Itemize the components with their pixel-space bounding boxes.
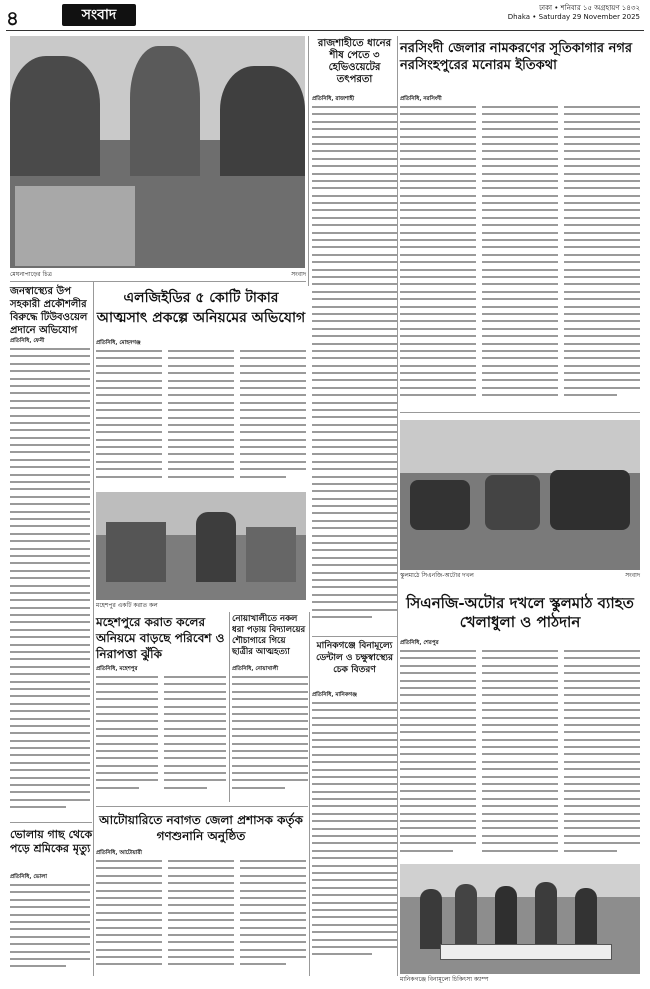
atoari-byline: প্রতিনিধি, আটোয়ারী	[96, 850, 142, 856]
atoari-body-col2	[168, 860, 234, 978]
page-number: ৪	[6, 6, 19, 30]
atoari-body-col3	[240, 860, 306, 978]
bhola-headline: ভোলায় গাছ থেকে পড়ে শ্রমিকের মৃত্যু	[10, 828, 93, 855]
cng-photo	[400, 420, 640, 570]
narsingdi-body-col3	[564, 106, 640, 406]
cng-body-col2	[482, 650, 558, 860]
lged-headline: এলজিইডির ৫ কোটি টাকার আত্মসাৎ প্রকল্পে অনিয়মের অভিযোগ	[96, 290, 306, 326]
column-rule	[397, 36, 398, 976]
photo-credit: সংবাদ	[291, 271, 306, 278]
rajshahi-byline: প্রতিনিধি, রাজশাহী	[312, 96, 355, 102]
column-rule	[93, 282, 94, 976]
rajshahi-headline: রাজশাহীতে ধানের শীষ পেতে ৩ হেভিওয়েটের তৎপরতা	[317, 38, 392, 85]
row-rule	[10, 822, 92, 823]
atoari-body-col1	[96, 860, 162, 978]
column-rule	[308, 36, 309, 286]
narsingdi-byline: প্রতিনিধি, নরসিংদী	[400, 96, 442, 102]
noakhali-headline: নোয়াখালীতে নকল ধরা পড়ায় বিদ্যালয়ের শৌচাগারে গিয়ে ছাত্রীর আত্মহত্যা	[232, 614, 306, 657]
bhola-body	[10, 884, 90, 979]
lged-body-col2	[168, 350, 234, 490]
dateline	[508, 4, 640, 22]
sawmill-headline: মহেশপুরে করাত কলের অনিয়মে বাড়ছে পরিবেশ ও নিরাপত্তা ঝুঁকি	[96, 615, 225, 661]
manikganj-body	[312, 702, 397, 974]
tubewell-headline: জনস্বাস্থ্যের উপ সহকারী প্রকৌশলীর বিরুদ্ধে টিউবওয়েল প্রদানে অভিযোগ	[10, 286, 88, 336]
masthead-rule	[6, 30, 644, 31]
tubewell-body	[10, 348, 90, 818]
date-english: Dhaka • Saturday 29 November 2025	[507, 13, 640, 21]
atoari-headline: আটোয়ারিতে নবাগত জেলা প্রশাসক কর্তৃক গণশুনানি অনুষ্ঠিত	[99, 813, 303, 843]
cng-photo-caption: স্কুলমাঠে সিএনজি-অটোর দখল	[400, 572, 474, 579]
row-rule	[10, 281, 306, 282]
cng-byline: প্রতিনিধি, শেরপুর	[400, 640, 439, 646]
cng-headline: সিএনজি-অটোর দখলে স্কুলমাঠ ব্যাহত খেলাধুলা ও পাঠদান	[406, 594, 634, 631]
bhola-byline: প্রতিনিধি, ভোলা	[10, 874, 47, 880]
manikganj-headline: মানিকগঞ্জে বিনামূল্যে ডেন্টাল ও চক্ষুস্বাস্থ্যের চেক বিতরণ	[316, 641, 393, 675]
noakhali-body	[232, 676, 308, 798]
column-rule	[309, 612, 310, 976]
manikganj-byline: প্রতিনিধি, মানিকগঞ্জ	[312, 692, 357, 698]
noakhali-byline: প্রতিনিধি, নোয়াখালী	[232, 666, 279, 672]
narsingdi-headline: নরসিংদী জেলার নামকরণের সূতিকাগার নগর নরসিংহপুরের মনোরম ইতিকথা	[400, 41, 633, 73]
row-rule	[400, 412, 640, 413]
rajshahi-body	[312, 106, 397, 636]
cng-body-col1	[400, 650, 476, 860]
sawmill-photo	[96, 492, 306, 600]
sawmill-body-col1	[96, 676, 158, 798]
cng-body-col3	[564, 650, 640, 860]
top-photo-caption: মেঘনাপাড়ের চিত্র	[10, 271, 52, 278]
bottom-photo	[400, 864, 640, 974]
top-photo	[10, 36, 305, 268]
column-rule	[229, 612, 230, 802]
narsingdi-body-col2	[482, 106, 558, 406]
tubewell-byline: প্রতিনিধি, ফেনী	[10, 338, 45, 344]
date-bengali: ঢাকা • শনিবার ১৫ অগ্রহায়ণ ১৪৩২	[539, 4, 640, 12]
sawmill-byline: প্রতিনিধি, মহেশপুর	[96, 666, 138, 672]
cng-photo-credit: সংবাদ	[625, 572, 640, 579]
sawmill-photo-caption: মহেশপুর একটি করাত কল	[96, 602, 158, 609]
narsingdi-body-col1	[400, 106, 476, 406]
lged-body-col3	[240, 350, 306, 490]
newspaper-logo: সংবাদ	[62, 4, 136, 26]
row-rule	[312, 636, 397, 637]
sawmill-body-col2	[164, 676, 226, 798]
bottom-photo-caption: মানিকগঞ্জে বিনামূল্যে চিকিৎসা ক্যাম্প	[400, 976, 489, 983]
row-rule	[96, 806, 308, 807]
lged-byline: প্রতিনিধি, মোহনগঞ্জ	[96, 340, 141, 346]
lged-body-col1	[96, 350, 162, 490]
